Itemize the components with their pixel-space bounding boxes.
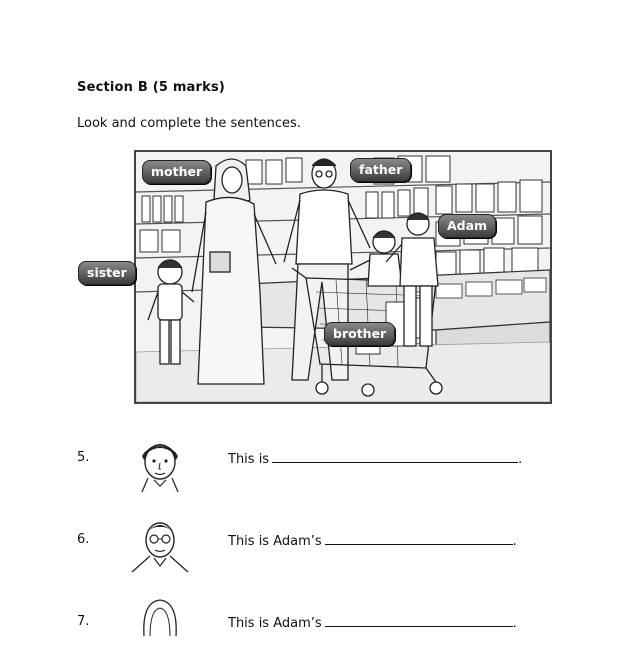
label-brother: brother bbox=[324, 322, 395, 346]
boy-face-icon bbox=[128, 430, 192, 494]
question-7 bbox=[0, 594, 638, 664]
question-sentence bbox=[228, 532, 517, 549]
question-sentence bbox=[228, 614, 517, 631]
answer-blank[interactable] bbox=[325, 532, 513, 545]
question-number: 7. bbox=[77, 614, 90, 629]
father-face-icon bbox=[128, 512, 192, 576]
sentence-text: This is Adam’s bbox=[228, 534, 322, 549]
mother-face-icon bbox=[128, 596, 192, 660]
section-title: Section B (5 marks) bbox=[77, 80, 226, 95]
question-number: 6. bbox=[77, 532, 90, 547]
instructions: Look and complete the sentences. bbox=[77, 116, 301, 131]
answer-blank[interactable] bbox=[325, 614, 513, 627]
sentence-end: . bbox=[518, 452, 523, 467]
label-sister: sister bbox=[78, 261, 136, 285]
sentence-text: This is bbox=[228, 452, 270, 467]
label-mother: mother bbox=[142, 160, 211, 184]
supermarket-illustration bbox=[134, 150, 552, 404]
answer-blank[interactable] bbox=[272, 450, 518, 463]
sentence-end: . bbox=[512, 534, 517, 549]
label-adam: Adam bbox=[438, 214, 496, 238]
question-6 bbox=[0, 512, 638, 582]
question-sentence bbox=[228, 450, 522, 467]
sentence-end: . bbox=[512, 616, 517, 631]
label-father: father bbox=[350, 158, 411, 182]
sentence-text: This is Adam’s bbox=[228, 616, 322, 631]
question-number: 5. bbox=[77, 450, 90, 465]
question-5 bbox=[0, 430, 638, 500]
supermarket-drawing bbox=[136, 152, 550, 402]
